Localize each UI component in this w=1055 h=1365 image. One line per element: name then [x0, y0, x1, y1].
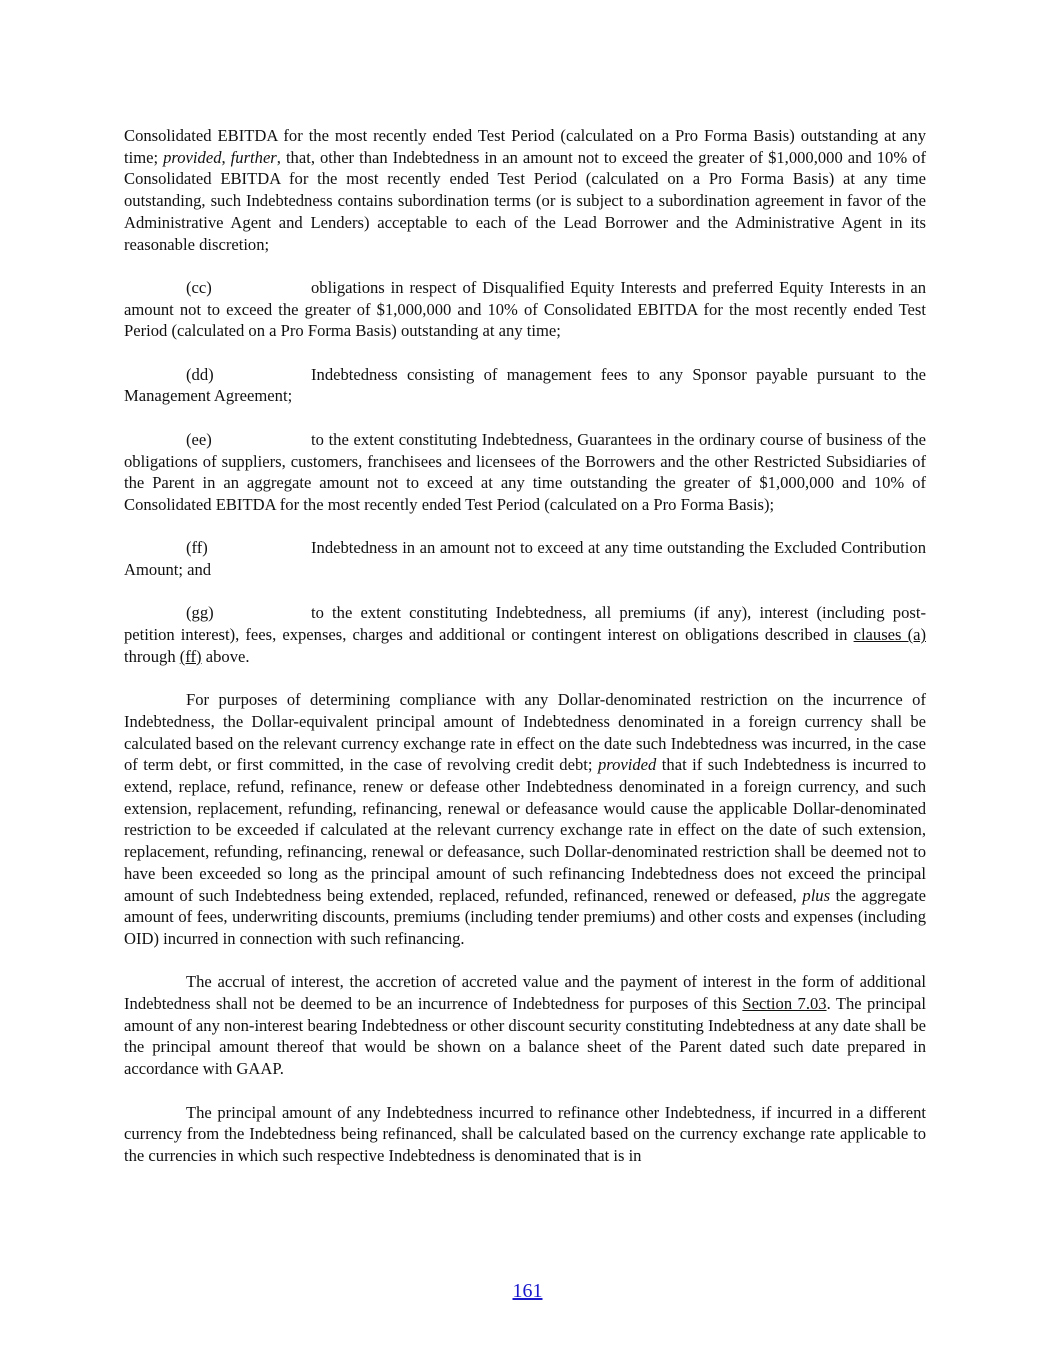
- clause-label: (cc): [186, 277, 212, 297]
- clause-label: (ee): [186, 429, 212, 449]
- paragraph-continuation: [124, 125, 926, 255]
- clause-ff: [124, 537, 926, 580]
- text-run: Consolidated EBITDA for the most recently ended Test Period (calculated on a Pro Forma Basis) outstanding at any time;: [124, 126, 926, 167]
- clause-text: Indebtedness consisting of management fees to any Sponsor payable pursuant to the Management Agreement;: [124, 364, 926, 406]
- clause-dd: [124, 364, 926, 407]
- paragraph-dollar-denominated: [124, 689, 926, 949]
- paragraph-accrual: [124, 971, 926, 1080]
- text-run: . The principal amount of any non-interest bearing Indebtedness or other discount security constituting Indebtedness at any date shall be the principal amount thereof that would be shown on a balance sheet of the Parent dated such date prepared in accordance with GAAP.: [124, 994, 926, 1079]
- text-run: the aggregate amount of fees, underwriting discounts, premiums (including tender premiums) and other costs and expenses (including OID) incurred in connection with such refinancing.: [124, 885, 926, 948]
- paragraph-principal-amount: [124, 1102, 926, 1167]
- clause-ff-reference[interactable]: (ff): [179, 646, 202, 666]
- text-run: , that, other than Indebtedness in an amount not to exceed the greater of $1,000,000 and 10% of Consolidated EBITDA for the most recently ended Test Period (calculated on a Pro Forma Basis) at any time outstanding, such Indebtedness contains subordination terms (or is subject to a subordination agreement in favor of the Administrative Agent and Lenders) acceptable to each of the Lead Borrower and the Administrative Agent in its reasonable discretion;: [124, 147, 926, 254]
- text-run: through: [124, 646, 180, 666]
- clause-text: obligations in respect of Disqualified Equity Interests and preferred Equity Interests in an amount not to exceed the greater of $1,000,000 and 10% of Consolidated EBITDA for the most recently ended Test Period (calculated on a Pro Forma Basis) outstanding at any time;: [124, 277, 926, 341]
- clauses-a-reference[interactable]: clauses (a): [853, 625, 926, 645]
- italic-provided: provided: [597, 755, 657, 775]
- italic-provided: provided: [163, 147, 222, 167]
- clause-ee: [124, 429, 926, 516]
- text-run: ,: [221, 147, 231, 167]
- text-run: that if such Indebtedness is incurred to extend, replace, refund, refinance, renew or defease other Indebtedness denominated in a foreign currency, and such extension, replacement, refunding, refinancing, renewal or defeasance would cause the applicable Dollar-denominated restriction to be exceeded if calculated at the relevant currency exchange rate in effect on the date of such extension, replacement, refunding, refinancing, renewal or defeasance, such Dollar-denominated restriction shall be deemed not to have been exceeded so long as the principal amount of such refinancing Indebtedness does not exceed the principal amount of such Indebtedness being extended, replaced, refunded, refinanced, renewed or defeased,: [124, 755, 926, 905]
- clause-label: (dd): [186, 364, 214, 384]
- document-page: [124, 125, 926, 1188]
- clause-cc: [124, 277, 926, 342]
- text-run: For purposes of determining compliance with any Dollar-denominated restriction on the incurrence of Indebtedness, the Dollar-equivalent principal amount of Indebtedness denominated in a foreign currency shall be calculated based on the relevant currency exchange rate in effect on the date such Indebtedness was incurred, in the case of term debt, or first committed, in the case of revolving credit debt;: [124, 690, 926, 775]
- clause-label: (gg): [186, 603, 214, 623]
- clause-text: to the extent constituting Indebtedness, Guarantees in the ordinary course of business of the obligations of suppliers, customers, franchisees and licensees of the Borrowers and the other Restricted Subsidiaries of the Parent in an aggregate amount not to exceed at any time outstanding the greater of $1,000,000 and 10% of Consolidated EBITDA for the most recently ended Test Period (calculated on a Pro Forma Basis);: [124, 429, 926, 514]
- page-number[interactable]: 161: [512, 1280, 543, 1302]
- section-7-03-reference[interactable]: Section 7.03: [742, 994, 827, 1014]
- text-run: The accrual of interest, the accretion of accreted value and the payment of interest in the form of additional Indebtedness shall not be deemed to be an incurrence of Indebtedness for purposes of this: [124, 972, 926, 1014]
- italic-further: further: [230, 147, 277, 167]
- clause-text: Indebtedness in an amount not to exceed at any time outstanding the Excluded Contribution Amount; and: [124, 538, 926, 579]
- clause-label: (ff): [186, 538, 208, 558]
- text-run: The principal amount of any Indebtedness incurred to refinance other Indebtedness, if incurred in a different currency from the Indebtedness being refinanced, shall be calculated based on the currency exchange rate applicable to the currencies in which such respective Indebtedness is denominated that is in: [124, 1102, 926, 1165]
- italic-plus: plus: [802, 885, 831, 905]
- clause-gg: [124, 602, 926, 667]
- text-run: above.: [201, 646, 250, 666]
- text-run: to the extent constituting Indebtedness, all premiums (if any), interest (including post-petition interest), fees, expenses, charges and additional or contingent interest on obligations described in: [124, 603, 926, 645]
